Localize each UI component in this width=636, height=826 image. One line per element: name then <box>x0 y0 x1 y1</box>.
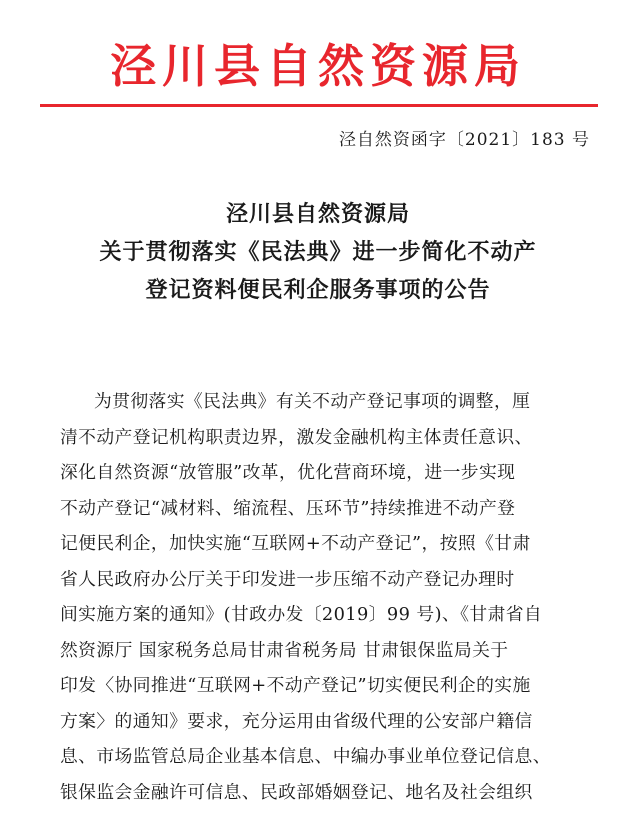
announcement-title <box>0 196 636 310</box>
body-line: 然资源厅 国家税务总局甘肃省税务局 甘肃银保监局关于 <box>60 639 509 661</box>
body-line: 息、市场监管总局企业基本信息、中编办事业单位登记信息、 <box>60 746 551 767</box>
body-line: 不动产登记“减材料、缩流程、压环节”持续推进不动产登 <box>60 497 516 519</box>
body-line: 记便民利企，加快实施“互联网+不动产登记”，按照《甘肃 <box>60 533 531 554</box>
announcement-body <box>60 384 592 810</box>
body-line: 方案〉的通知》要求，充分运用由省级代理的公安部户籍信 <box>60 710 533 732</box>
title-line-3: 登记资料便民利企服务事项的公告 <box>145 278 491 303</box>
body-line: 为贯彻落实《民法典》有关不动产登记事项的调整，厘 <box>94 391 531 412</box>
document-number: 泾自然资函字〔2021〕183 号 <box>338 130 590 150</box>
body-line: 银保监会金融许可信息、民政部婚姻登记、地名及社会组织 <box>60 781 533 803</box>
body-line: 印发〈协同推进“互联网+不动产登记”切实便民利企的实施 <box>60 675 531 696</box>
body-line: 间实施方案的通知》(甘政办发〔2019〕99 号)、《甘肃省自 <box>60 604 543 625</box>
body-line: 省人民政府办公厅关于印发进一步压缩不动产登记办理时 <box>60 568 515 590</box>
body-line: 清不动产登记机构职责边界，激发金融机构主体责任意识、 <box>60 426 533 448</box>
title-line-2: 关于贯彻落实《民法典》进一步简化不动产 <box>99 240 537 265</box>
letterhead-red-rule <box>40 104 598 107</box>
body-line: 深化自然资源“放管服”改革，优化营商环境，进一步实现 <box>60 462 516 483</box>
title-line-1: 泾川县自然资源局 <box>225 202 410 227</box>
agency-letterhead: 泾川县自然资源局 <box>110 39 526 93</box>
